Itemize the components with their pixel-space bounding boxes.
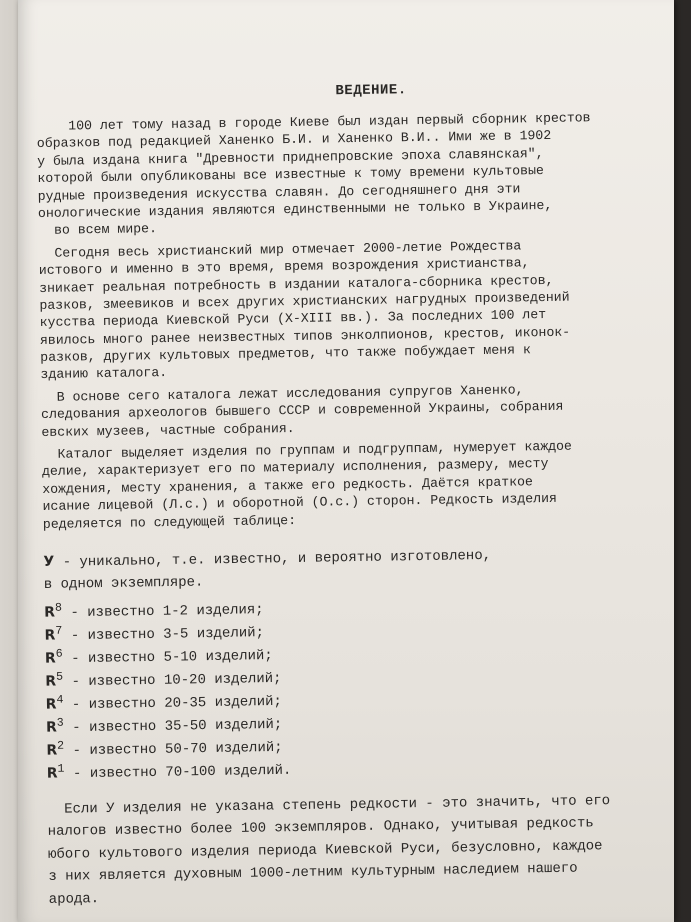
text-line: кусства периода Киевской Руси (X-XIII вв.). За последних 100 лет	[39, 307, 547, 331]
text-line: рудные произведения искусства славян. До сегодняшнего дня эти	[37, 180, 521, 204]
text-line: Каталог выделяет изделия по группам и подгруппам, нумерует каждое	[41, 438, 573, 462]
rarity-superscript: 2	[57, 738, 65, 753]
text-line: истового и именно в это время, время возрождения христианства,	[38, 255, 530, 279]
rarity-superscript: 5	[55, 669, 64, 684]
rarity-symbol: R	[44, 650, 56, 667]
text-line: разков, змеевиков и всех других христианских нагрудных произведений	[39, 289, 570, 313]
paragraph-4	[42, 436, 674, 533]
text-line: явилось много ранее неизвестных типов энколпионов, крестов, иконок-	[39, 324, 571, 348]
rarity-text: - известно 70-100 изделий.	[64, 762, 292, 783]
text-line: Сегодня весь христианский мир отмечает 2000-летие Рождества	[38, 238, 522, 261]
text-line: з них является духовным 1000-летним культурным наследием нашего	[48, 861, 578, 886]
rarity-symbol: R	[45, 719, 57, 736]
rarity-superscript: 1	[57, 761, 65, 776]
text-line: арода.	[48, 891, 100, 908]
text-line: делие, характеризует его по материалу исполнения, размеру, месту	[41, 456, 549, 480]
page-content	[36, 78, 674, 911]
text-line: Если У изделия не указана степень редкости - это значить, что его	[47, 793, 611, 818]
text-line: 100 лет тому назад в городе Киеве был издан первый сборник крестов	[36, 110, 591, 134]
rarity-symbol: У	[43, 553, 55, 570]
rarity-table	[43, 541, 674, 781]
text-line: образков под редакцией Ханенко Б.И. и Ханенко В.И.. Ими же в 1902	[36, 128, 552, 152]
text-line: разков, других культовых предметов, что также побуждает меня к	[40, 342, 531, 366]
rarity-levels	[44, 587, 674, 781]
text-line: зданию каталога.	[40, 365, 168, 383]
text-line: юбого культового изделия периода Киевской Руси, безусловно, каждое	[47, 838, 603, 863]
text-line: хождения, месту хранения, а также его редкость. Даётся краткое	[42, 474, 534, 497]
rarity-symbol: R	[46, 765, 58, 782]
rarity-superscript: 6	[55, 646, 63, 661]
text-line: онологические издания являются единственными не только в Украине,	[37, 197, 553, 221]
rarity-text: - известно 1-2 изделия;	[61, 602, 264, 622]
paragraph-2	[38, 235, 674, 384]
text-line: налогов известно более 100 экземпляров. Однако, учитывая редкость	[47, 815, 594, 841]
text-line: ределяется по следующей таблице:	[42, 512, 297, 532]
text-line: В основе сего каталога лежат исследования супругов Ханенко,	[40, 382, 524, 405]
rarity-text: - уникально, т.е. известно, и вероятно изготовлено,	[54, 547, 492, 571]
document-page	[18, 0, 674, 922]
rarity-superscript: 4	[56, 692, 64, 707]
text-line: у была издана книга "Древности приднепровские эпоха славянская",	[37, 145, 544, 169]
paragraph-1	[36, 108, 674, 240]
rarity-superscript: 8	[54, 600, 63, 615]
rarity-symbol: R	[45, 673, 57, 690]
text-line: евских музеев, частные собрания.	[41, 420, 295, 440]
rarity-superscript: 7	[55, 623, 63, 638]
rarity-symbol: R	[45, 696, 57, 713]
rarity-text: - известно 50-70 изделий;	[64, 739, 283, 760]
text-line: зникает реальная потребность в издании каталога-сборника крестов,	[39, 272, 554, 296]
rarity-superscript: 3	[56, 715, 64, 730]
text-line: во всем мире.	[38, 221, 158, 239]
rarity-text: - известно 35-50 изделий;	[63, 716, 283, 737]
rarity-text: - известно 20-35 изделий;	[63, 693, 283, 714]
rarity-symbol: R	[46, 742, 58, 759]
text-line: исание лицевой (Л.с.) и оборотной (О.с.) сторон. Редкость изделия	[42, 491, 558, 515]
text-line: следования археологов бывшего СССР и современной Украины, собрания	[41, 399, 564, 423]
rarity-text: - известно 3-5 изделий;	[62, 625, 265, 645]
rarity-text: - известно 5-10 изделий;	[62, 647, 273, 668]
rarity-symbol: R	[44, 604, 56, 621]
page-title: ВЕДЕНИЕ.	[335, 82, 407, 100]
rarity-unique-cont: в одном экземпляре.	[43, 574, 204, 593]
rarity-text: - известно 10-20 изделий;	[62, 670, 282, 691]
paragraph-3	[41, 379, 674, 441]
rarity-symbol: R	[44, 627, 56, 644]
closing-paragraph	[47, 789, 674, 912]
text-line: которой были опубликованы все известные к тому времени культовые	[37, 163, 544, 187]
